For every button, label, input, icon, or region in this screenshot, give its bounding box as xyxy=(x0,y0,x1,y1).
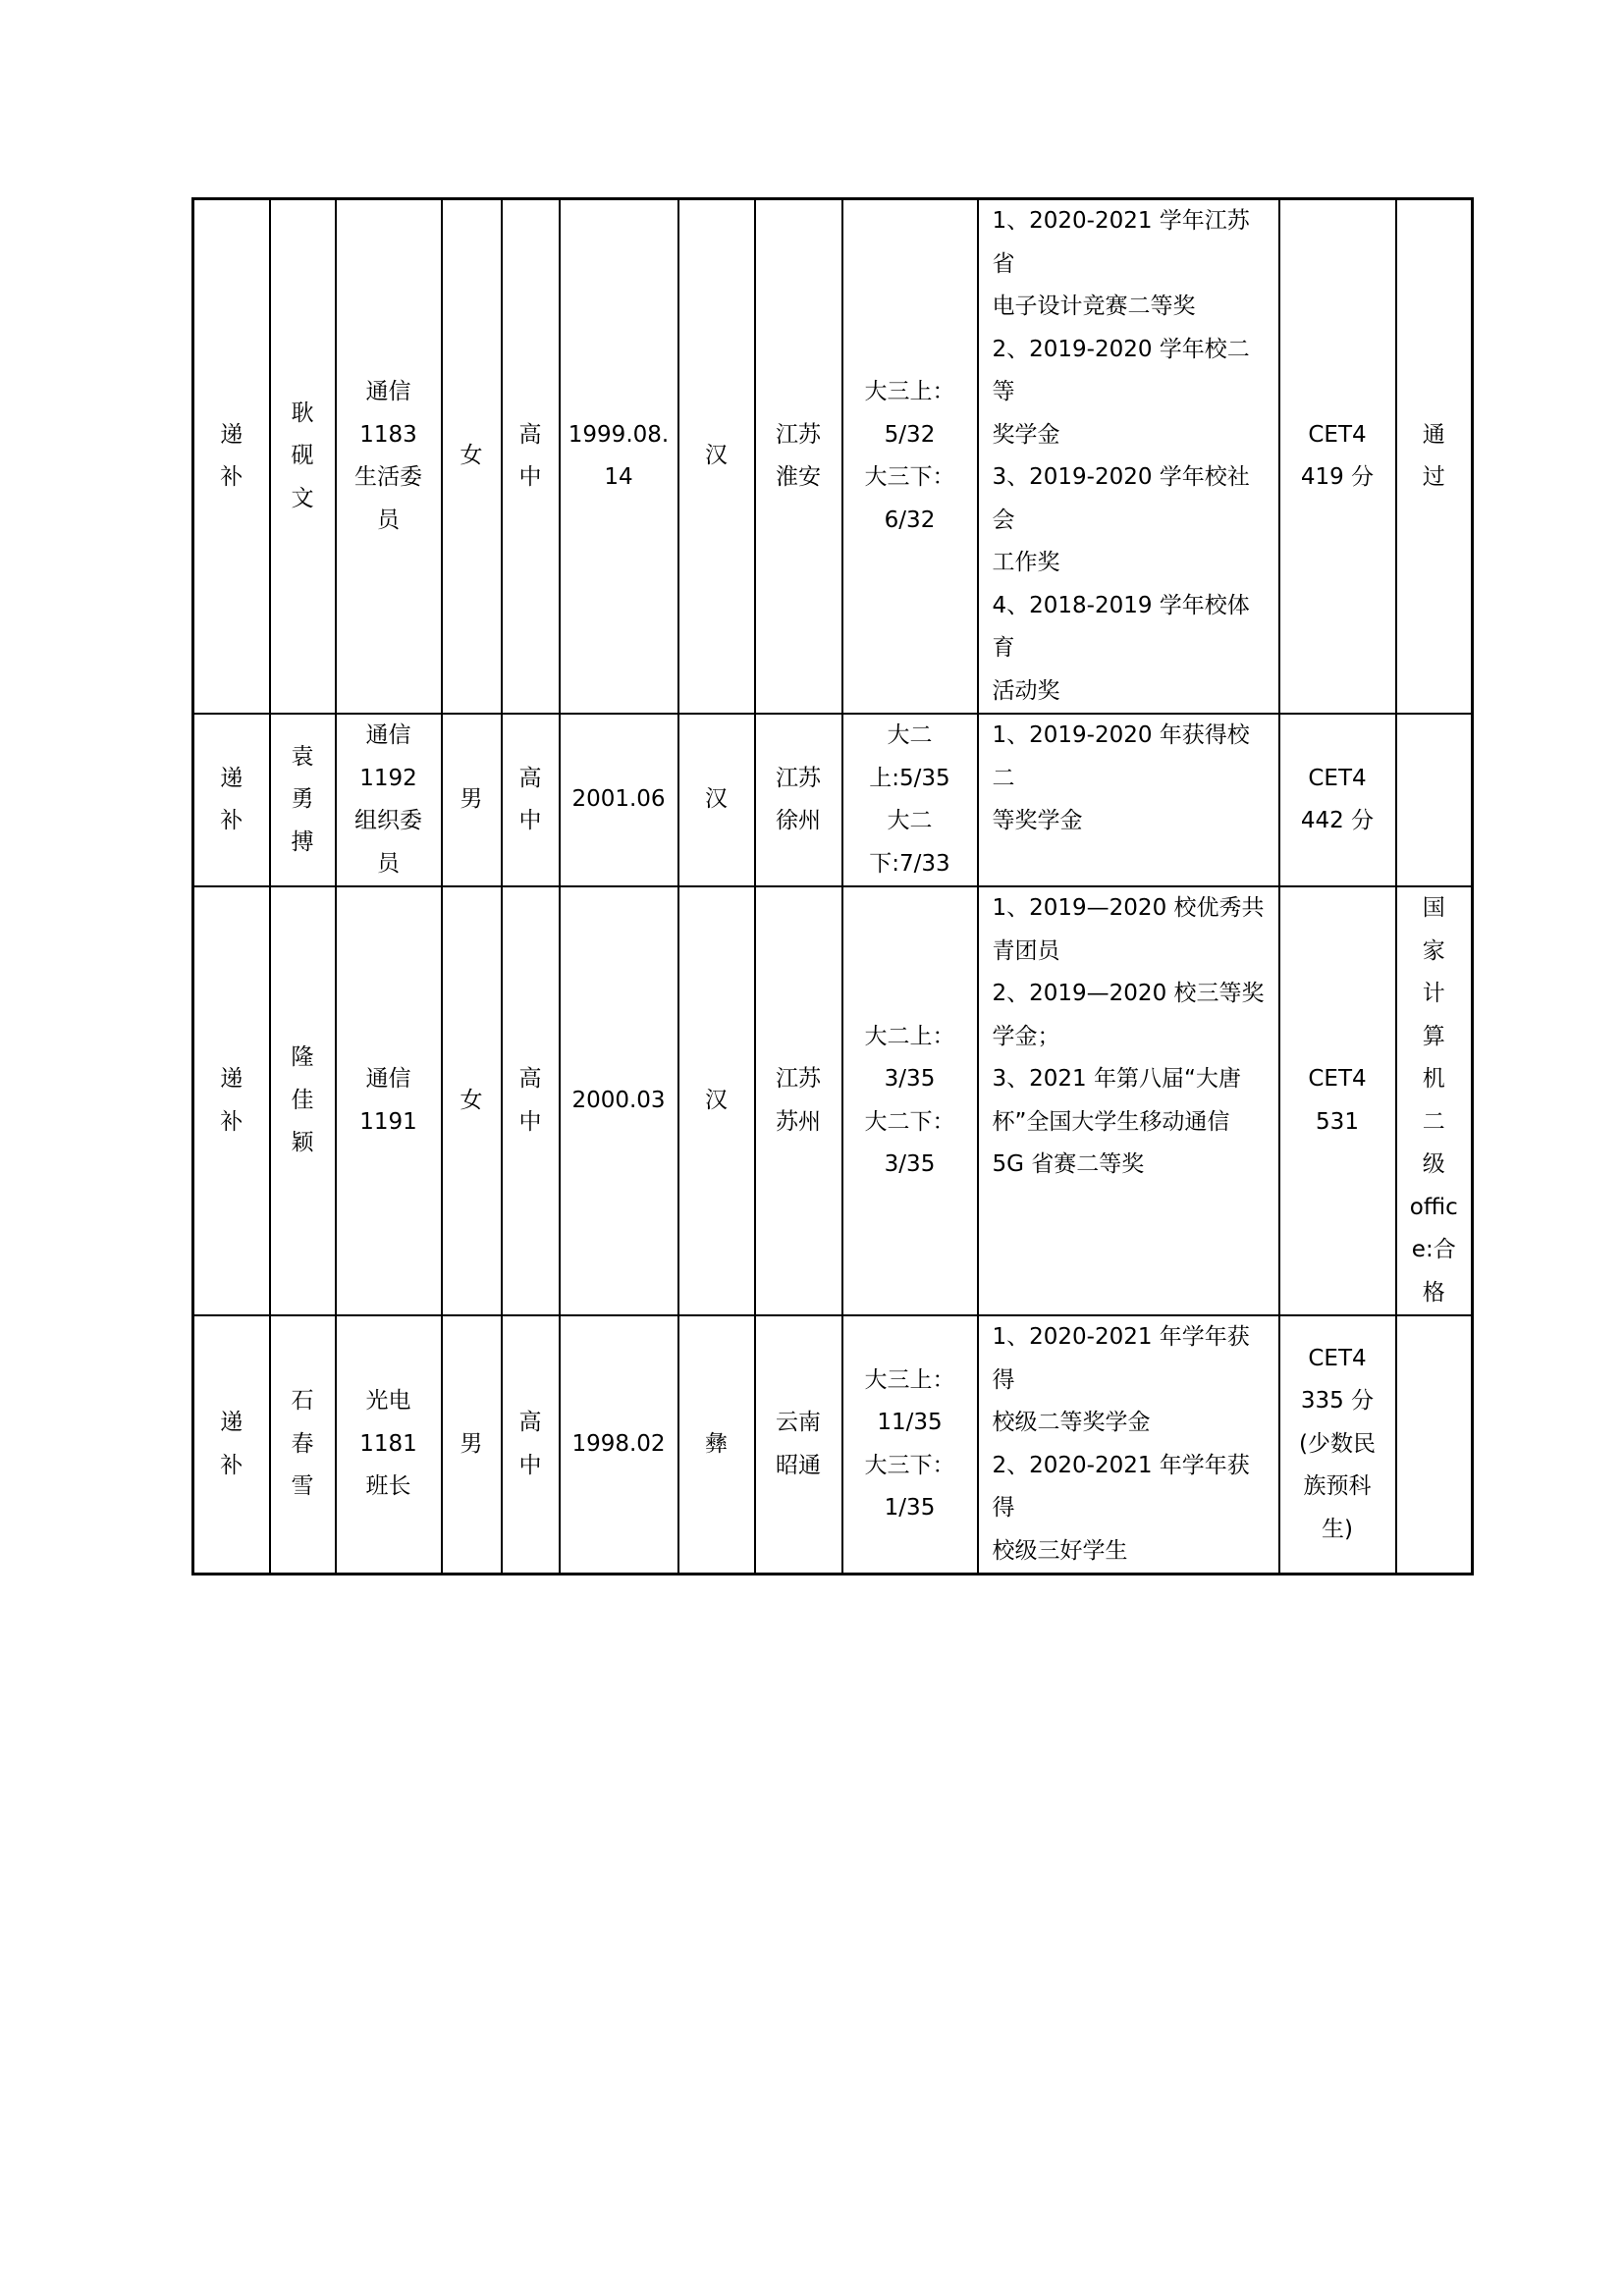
cell-line: 活动奖 xyxy=(992,677,1060,704)
cell-line: 14 xyxy=(604,464,633,490)
cell-line: 佳 xyxy=(291,1087,314,1113)
cell-line: 学金； xyxy=(992,1023,1060,1049)
cell-line: 雪 xyxy=(291,1473,314,1500)
ethnicity-cell xyxy=(678,886,755,1315)
cell-line: 1/35 xyxy=(884,1495,936,1521)
recipients-table xyxy=(191,197,1474,1575)
cell-line: 531 xyxy=(1316,1108,1359,1135)
origin-cell xyxy=(755,714,842,886)
cell-line: 奖学金 xyxy=(992,421,1060,448)
table-row xyxy=(193,886,1473,1315)
cell-line: 勇 xyxy=(291,786,314,813)
ethnicity-cell xyxy=(678,199,755,715)
cell-line: 6/32 xyxy=(884,507,936,533)
birth-date-cell xyxy=(560,1315,678,1575)
cell-line: 1、2019-2020 年获得校二 xyxy=(992,722,1250,791)
cell-line: 女 xyxy=(460,1087,483,1113)
cell-line: 大三下： xyxy=(864,1452,955,1478)
cell-line: 淮安 xyxy=(776,464,821,490)
category-cell xyxy=(193,1315,270,1575)
cell-line: 班长 xyxy=(365,1473,411,1500)
cell-line: 3/35 xyxy=(884,1151,936,1177)
birth-date-cell xyxy=(560,199,678,715)
cell-line: 1191 xyxy=(359,1108,417,1135)
rank-cell xyxy=(842,199,978,715)
cell-line: 递 xyxy=(220,1410,244,1435)
rank-cell xyxy=(842,1315,978,1575)
cell-line: 中 xyxy=(518,1452,542,1478)
cell-line: 族预科 xyxy=(1303,1473,1372,1500)
cell-line: 上:5/35 xyxy=(869,765,950,791)
cell-line: 昭通 xyxy=(776,1452,821,1478)
cell-line: 335 分 xyxy=(1300,1388,1375,1415)
cell-line: 杯”全国大学生移动通信 xyxy=(992,1108,1230,1135)
cell-line: CET4 xyxy=(1308,1066,1367,1092)
rank-cell xyxy=(842,886,978,1315)
cell-line: 补 xyxy=(220,1108,244,1135)
cell-line: 男 xyxy=(460,786,483,813)
cell-line: 1192 xyxy=(359,765,417,791)
origin-cell xyxy=(755,886,842,1315)
cell-line: 2001.06 xyxy=(571,786,666,813)
cell-line: 大三上： xyxy=(864,1366,955,1393)
english-level-cell xyxy=(1279,714,1396,886)
cell-line: 高 xyxy=(518,421,542,448)
cell-line: 通信 xyxy=(365,722,411,748)
cell-line: CET4 xyxy=(1308,1345,1367,1371)
cell-line: 大二 xyxy=(887,722,933,748)
cell-line: 校级三好学生 xyxy=(992,1537,1128,1564)
cell-line: 校级二等奖学金 xyxy=(992,1410,1151,1435)
cell-line: 文 xyxy=(291,485,314,511)
english-level-cell xyxy=(1279,199,1396,715)
cell-line: CET4 xyxy=(1308,421,1367,448)
education-cell xyxy=(502,199,560,715)
english-level-cell xyxy=(1279,886,1396,1315)
cell-line: (少数民 xyxy=(1299,1430,1376,1457)
cell-line: 1、2020-2021 学年江苏省 xyxy=(992,208,1250,277)
category-cell xyxy=(193,886,270,1315)
cell-line: 1999.08. xyxy=(568,421,670,448)
cell-line: CET4 xyxy=(1308,765,1367,791)
cell-line: 2、2019-2020 学年校二等 xyxy=(992,336,1250,404)
cell-line: 过 xyxy=(1422,464,1445,490)
gender-cell xyxy=(442,1315,502,1575)
cell-line: 通 xyxy=(1422,421,1445,448)
other-cert-cell xyxy=(1396,1315,1473,1575)
gender-cell xyxy=(442,886,502,1315)
cell-line: 大二下： xyxy=(864,1108,955,1135)
class-role-cell xyxy=(336,714,442,886)
cell-line: 大三上： xyxy=(864,379,955,404)
name-cell xyxy=(270,886,336,1315)
cell-line: 组织委 xyxy=(354,808,422,833)
cell-line: 3、2019-2020 学年校社会 xyxy=(992,464,1250,533)
cell-line: 5/32 xyxy=(884,421,936,448)
cell-line: 江苏 xyxy=(776,1066,821,1092)
cell-line: 递 xyxy=(220,1066,244,1092)
other-cert-cell xyxy=(1396,886,1473,1315)
name-cell xyxy=(270,199,336,715)
cell-line: 员 xyxy=(377,507,400,533)
cell-line: 递 xyxy=(220,421,244,448)
table-row xyxy=(193,199,1473,715)
name-cell xyxy=(270,1315,336,1575)
cell-line: 女 xyxy=(460,443,483,469)
rank-cell xyxy=(842,714,978,886)
class-role-cell xyxy=(336,886,442,1315)
cell-line: 补 xyxy=(220,1452,244,1478)
cell-line: 袁 xyxy=(291,743,314,770)
cell-line: 彝 xyxy=(705,1430,728,1457)
name-cell xyxy=(270,714,336,886)
cell-line: 2、2019—2020 校三等奖 xyxy=(992,981,1265,1006)
cell-line: 青团员 xyxy=(992,937,1060,964)
cell-line: 补 xyxy=(220,808,244,833)
cell-line: 补 xyxy=(220,464,244,490)
cell-line: 大三下： xyxy=(864,464,955,490)
cell-line: 高 xyxy=(518,1410,542,1435)
education-cell xyxy=(502,886,560,1315)
cell-line: 1、2020-2021 年学年获得 xyxy=(992,1324,1250,1393)
cell-line: 隆 xyxy=(291,1044,314,1071)
awards-cell xyxy=(978,886,1279,1315)
birth-date-cell xyxy=(560,886,678,1315)
english-level-cell xyxy=(1279,1315,1396,1575)
education-cell xyxy=(502,1315,560,1575)
cell-line: 汉 xyxy=(705,1087,728,1113)
cell-line: 云南 xyxy=(776,1410,821,1435)
cell-line: 3、2021 年第八届“大唐 xyxy=(992,1066,1241,1092)
class-role-cell xyxy=(336,1315,442,1575)
cell-line: 高 xyxy=(518,1066,542,1092)
cell-line: 11/35 xyxy=(877,1410,943,1435)
category-cell xyxy=(193,199,270,715)
cell-line: 国 xyxy=(1422,895,1445,921)
awards-cell xyxy=(978,714,1279,886)
cell-line: 计 xyxy=(1422,981,1445,1006)
cell-line: 1181 xyxy=(359,1430,417,1457)
cell-line: e:合 xyxy=(1411,1237,1456,1262)
ethnicity-cell xyxy=(678,714,755,886)
cell-line: 高 xyxy=(518,765,542,791)
cell-line: 1998.02 xyxy=(571,1430,666,1457)
cell-line: 工作奖 xyxy=(992,550,1060,575)
cell-line: 2000.03 xyxy=(571,1087,666,1113)
birth-date-cell xyxy=(560,714,678,886)
cell-line: 5G 省赛二等奖 xyxy=(992,1151,1145,1177)
table-row xyxy=(193,1315,1473,1575)
cell-line: 中 xyxy=(518,464,542,490)
cell-line: 等奖学金 xyxy=(992,808,1083,833)
education-cell xyxy=(502,714,560,886)
cell-line: 家 xyxy=(1422,937,1445,964)
cell-line: 搏 xyxy=(291,828,314,855)
cell-line: 通信 xyxy=(365,379,411,404)
cell-line: 2、2020-2021 年学年获得 xyxy=(992,1452,1250,1521)
cell-line: 光电 xyxy=(365,1388,411,1415)
cell-line: 江苏 xyxy=(776,421,821,448)
cell-line: 汉 xyxy=(705,786,728,813)
cell-line: 机 xyxy=(1422,1066,1445,1092)
cell-line: 通信 xyxy=(365,1066,411,1092)
cell-line: 中 xyxy=(518,1108,542,1135)
ethnicity-cell xyxy=(678,1315,755,1575)
cell-line: 江苏 xyxy=(776,765,821,791)
cell-line: 3/35 xyxy=(884,1066,936,1092)
cell-line: 下:7/33 xyxy=(869,850,950,877)
other-cert-cell xyxy=(1396,199,1473,715)
origin-cell xyxy=(755,199,842,715)
cell-line: 级 xyxy=(1422,1151,1445,1177)
cell-line: 石 xyxy=(291,1388,314,1415)
cell-line: 员 xyxy=(377,850,400,877)
cell-line: 中 xyxy=(518,808,542,833)
cell-line: 递 xyxy=(220,765,244,791)
table-row xyxy=(193,714,1473,886)
cell-line: 汉 xyxy=(705,443,728,469)
gender-cell xyxy=(442,199,502,715)
origin-cell xyxy=(755,1315,842,1575)
cell-line: 男 xyxy=(460,1430,483,1457)
cell-line: 颖 xyxy=(291,1130,314,1156)
cell-line: 算 xyxy=(1422,1023,1445,1049)
cell-line: 格 xyxy=(1422,1279,1445,1306)
cell-line: 大二上： xyxy=(864,1023,955,1049)
gender-cell xyxy=(442,714,502,886)
cell-line: 4、2018-2019 学年校体育 xyxy=(992,592,1250,661)
awards-cell xyxy=(978,1315,1279,1575)
cell-line: 砚 xyxy=(291,443,314,469)
cell-line: 生活委 xyxy=(354,464,422,490)
cell-line: 1、2019—2020 校优秀共 xyxy=(992,895,1265,921)
other-cert-cell xyxy=(1396,714,1473,886)
cell-line: 1183 xyxy=(359,421,417,448)
cell-line: offic xyxy=(1409,1194,1458,1220)
cell-line: 大二 xyxy=(887,808,933,833)
category-cell xyxy=(193,714,270,886)
cell-line: 二 xyxy=(1422,1108,1445,1135)
cell-line: 419 分 xyxy=(1300,464,1375,490)
class-role-cell xyxy=(336,199,442,715)
cell-line: 442 分 xyxy=(1300,808,1375,833)
cell-line: 耿 xyxy=(291,400,314,426)
cell-line: 苏州 xyxy=(776,1108,821,1135)
cell-line: 电子设计竞赛二等奖 xyxy=(992,294,1196,319)
cell-line: 生) xyxy=(1322,1516,1353,1542)
awards-cell xyxy=(978,199,1279,715)
cell-line: 春 xyxy=(291,1430,314,1457)
cell-line: 徐州 xyxy=(776,808,821,833)
